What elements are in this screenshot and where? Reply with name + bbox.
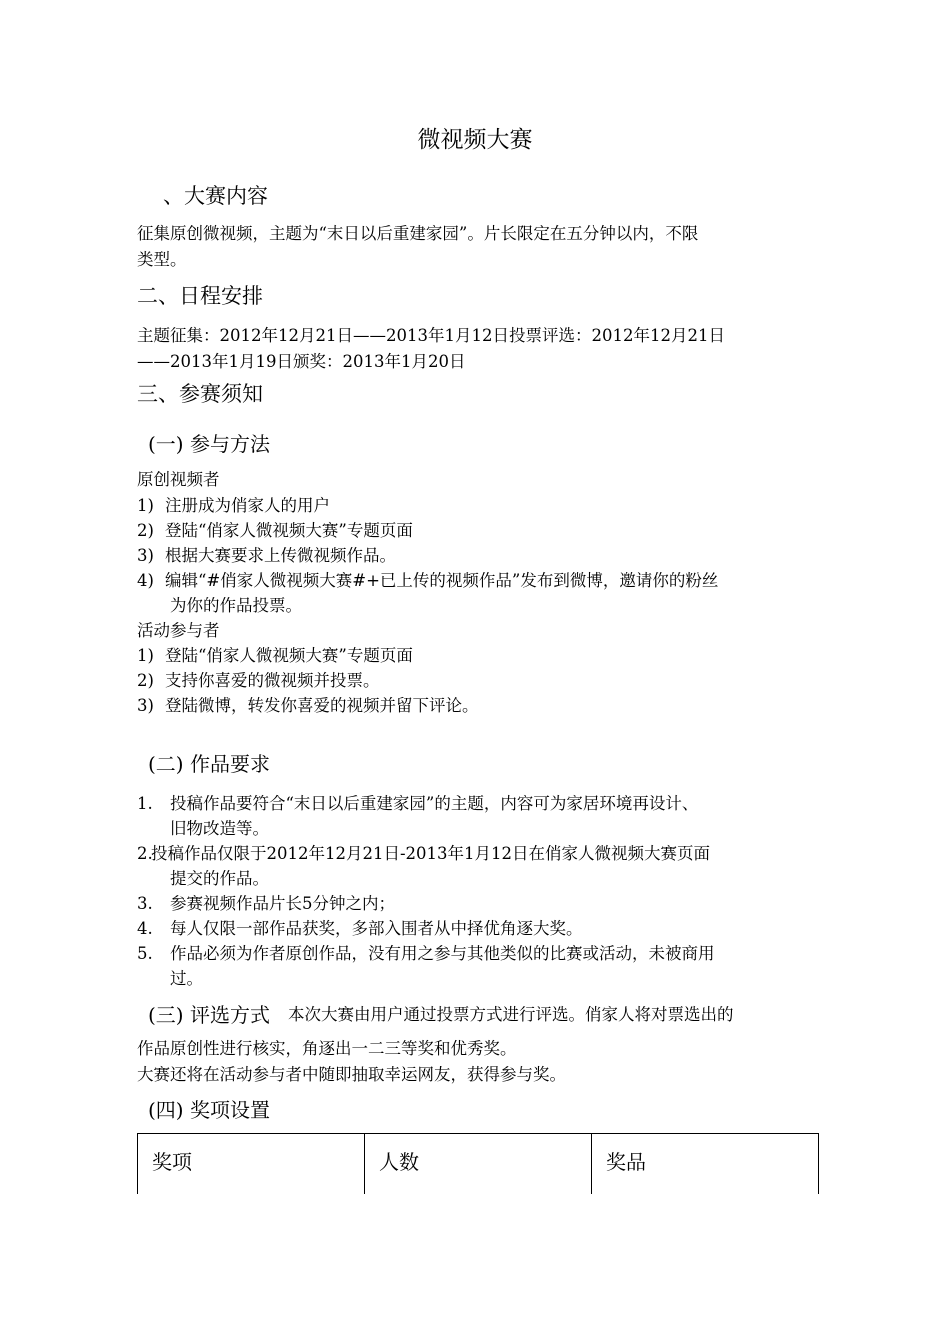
sub1-heading: (一) 参与方法 <box>148 432 270 456</box>
list-item-continuation: 过。 <box>170 969 203 988</box>
table-header-prize: 奖品 <box>606 1150 646 1174</box>
list-item-continuation: 提交的作品。 <box>170 869 269 888</box>
document-title: 微视频大赛 <box>417 127 533 153</box>
list-item <box>137 794 699 813</box>
list-item <box>137 671 380 690</box>
list-item <box>137 646 413 665</box>
list-item-continuation: 为你的作品投票。 <box>170 596 302 615</box>
sub4-heading: (四) 奖项设置 <box>148 1098 270 1122</box>
section2-text-line1: 主题征集：2012年12月21日——2013年1月12日投票评选：2012年12月21日 <box>137 326 725 345</box>
sub3-text-line1: 本次大赛由用户通过投票方式进行评选。俏家人将对票选出的 <box>288 1005 734 1024</box>
group2-label: 活动参与者 <box>137 621 220 640</box>
list-item-text: 登陆“俏家人微视频大赛”专题页面 <box>165 646 413 665</box>
sub3-heading: (三) 评选方式 <box>148 1003 270 1027</box>
table-header-cell <box>365 1134 592 1194</box>
list-item-number: 3) <box>137 696 154 715</box>
list-item-continuation: 旧物改造等。 <box>170 819 269 838</box>
group1-label: 原创视频者 <box>137 470 220 489</box>
list-item-number: 3) <box>137 546 154 565</box>
list-item-text: 投稿作品仅限于2012年12月21日-2013年1月12日在俏家人微视频大赛页面 <box>151 844 711 863</box>
section1-heading: 、大赛内容 <box>163 184 268 208</box>
list-item-text: 根据大赛要求上传微视频作品。 <box>165 546 396 565</box>
table-header-cell <box>138 1134 365 1194</box>
list-item <box>137 944 715 963</box>
list-item-number: 1) <box>137 646 154 665</box>
list-item-text: 编辑“#俏家人微视频大赛#+已上传的视频作品”发布到微博，邀请你的粉丝 <box>165 571 719 590</box>
list-item-number: 2) <box>137 521 154 540</box>
list-item <box>137 919 583 938</box>
section1-text-line2: 类型。 <box>137 250 187 269</box>
list-item-number: 1) <box>137 496 154 515</box>
list-item-text: 注册成为俏家人的用户 <box>165 496 330 515</box>
list-item-number: 3. <box>137 894 153 913</box>
section2-text-line2: ——2013年1月19日颁奖：2013年1月20日 <box>137 352 466 371</box>
sub3-text-line2: 作品原创性进行核实，角逐出一二三等奖和优秀奖。 <box>137 1039 517 1058</box>
list-item <box>137 894 395 913</box>
list-item-text: 登陆微博，转发你喜爱的视频并留下评论。 <box>165 696 479 715</box>
section3-heading: 三、参赛须知 <box>137 382 263 406</box>
sub2-heading: (二) 作品要求 <box>148 752 270 776</box>
table-header-award: 奖项 <box>152 1150 192 1174</box>
list-item-number: 4) <box>137 571 154 590</box>
list-item <box>137 521 413 540</box>
list-item-text: 登陆“俏家人微视频大赛”专题页面 <box>165 521 413 540</box>
list-item-number: 1. <box>137 794 153 813</box>
section2-heading: 二、日程安排 <box>137 284 263 308</box>
list-item <box>137 496 330 515</box>
list-item-text: 参赛视频作品片长5分钟之内； <box>170 894 395 913</box>
list-item-number: 5. <box>137 944 153 963</box>
list-item-number: 2. <box>137 844 153 863</box>
list-item-text: 投稿作品要符合“末日以后重建家园”的主题，内容可为家居环境再设计、 <box>170 794 699 813</box>
list-item <box>137 546 396 565</box>
list-item <box>137 571 719 590</box>
list-item <box>137 844 711 863</box>
list-item-number: 4. <box>137 919 153 938</box>
list-item-text: 每人仅限一部作品获奖，多部入围者从中择优角逐大奖。 <box>170 919 583 938</box>
table-header-cell <box>592 1134 819 1194</box>
sub3-text-line3: 大赛还将在活动参与者中随即抽取幸运网友，获得参与奖。 <box>137 1065 566 1084</box>
list-item-number: 2) <box>137 671 154 690</box>
list-item-text: 作品必须为作者原创作品，没有用之参与其他类似的比赛或活动，未被商用 <box>170 944 715 963</box>
prize-table <box>137 1133 819 1194</box>
list-item-text: 支持你喜爱的微视频并投票。 <box>165 671 380 690</box>
list-item <box>137 696 479 715</box>
table-header-count: 人数 <box>379 1150 419 1174</box>
section1-text-line1: 征集原创微视频，主题为“末日以后重建家园”。片长限定在五分钟以内，不限 <box>137 224 699 243</box>
